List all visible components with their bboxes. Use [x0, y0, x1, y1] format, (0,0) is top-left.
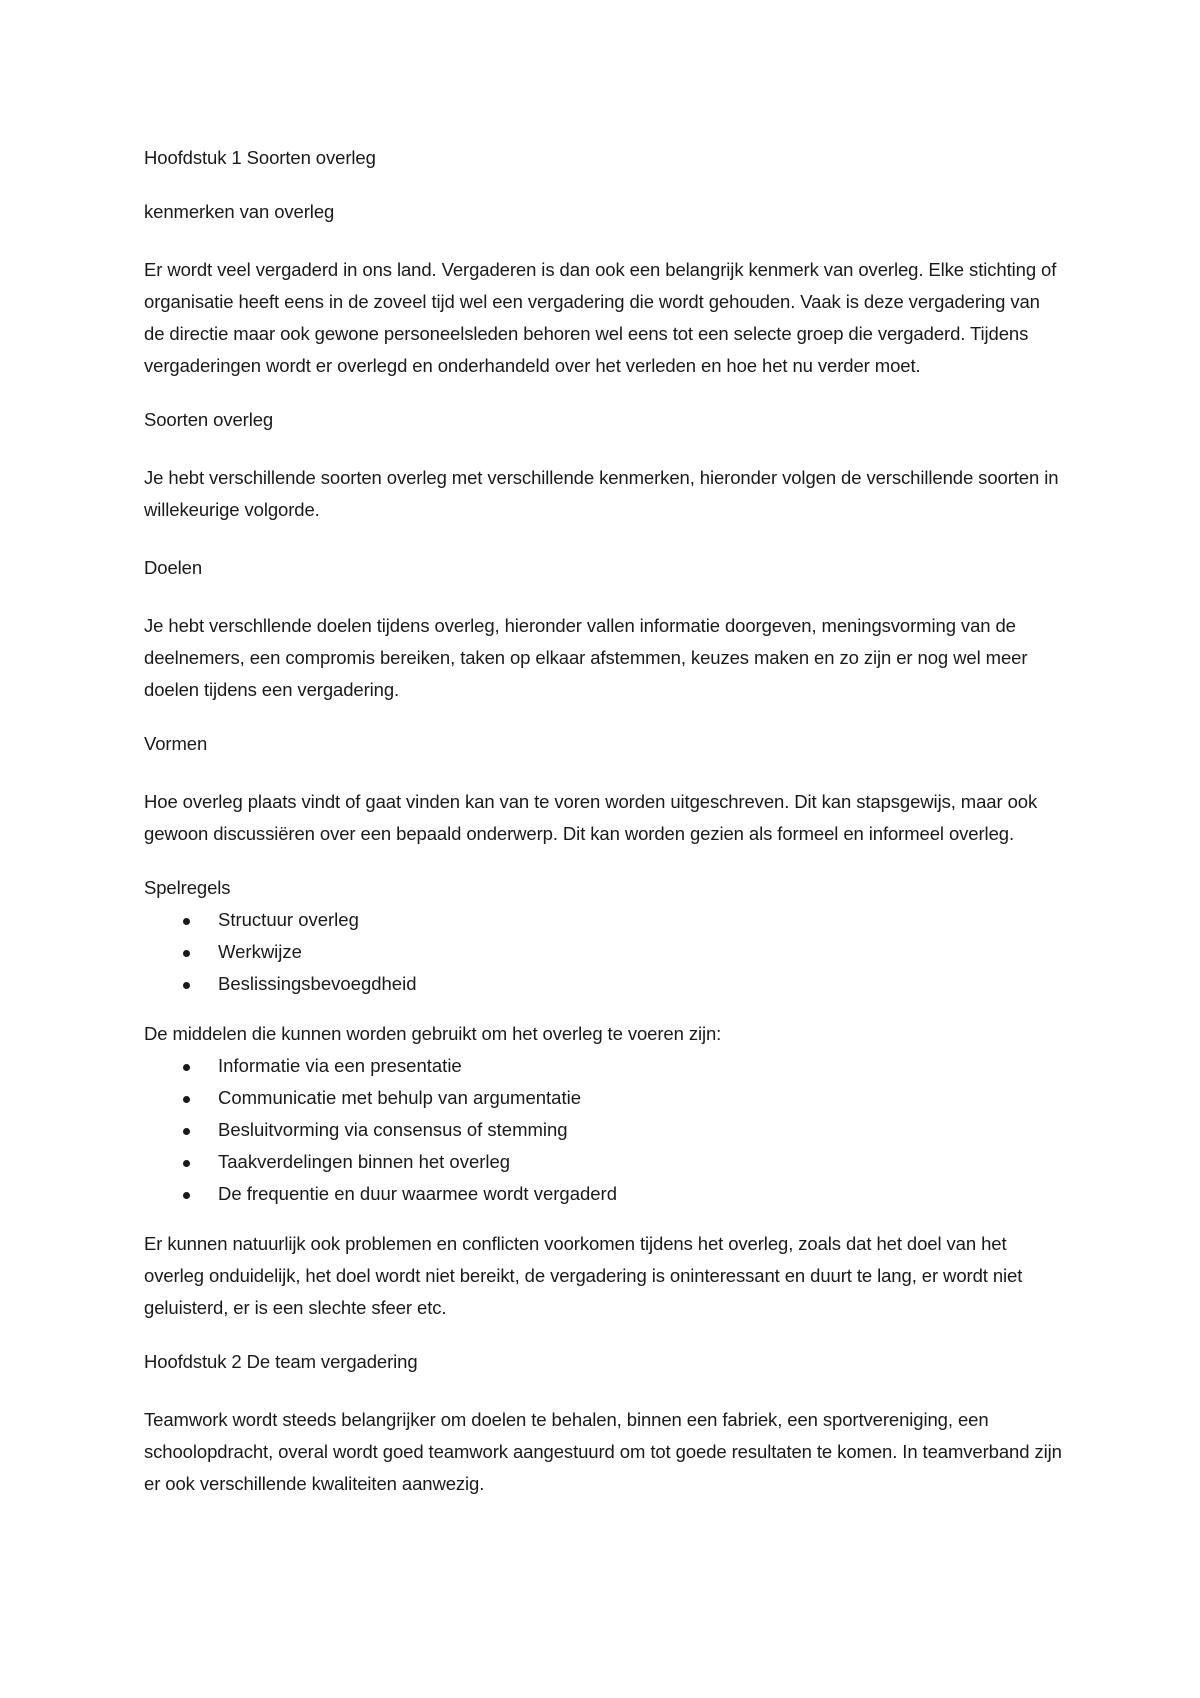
document-page — [144, 142, 1064, 1500]
list-item-text: Beslissingsbevoegdheid — [218, 973, 417, 994]
bullet-icon — [183, 1192, 190, 1199]
bullet-icon — [183, 1128, 190, 1135]
kenmerken-paragraph: Er wordt veel vergaderd in ons land. Vergaderen is dan ook een belangrijk kenmerk van overleg. Elke stichting of organisatie heeft eens in de zoveel tijd wel een vergadering die wordt gehouden. Vaak is deze vergadering van de directie maar ook gewone personeelsleden behoren wel eens tot een selecte groep die vergaderd. Tijdens vergaderingen wordt er overlegd en onderhandeld over het verleden en hoe het nu verder moet. — [144, 259, 1057, 376]
list-item — [144, 904, 1064, 936]
kenmerken-heading: kenmerken van overleg — [144, 201, 335, 222]
doelen-heading: Doelen — [144, 557, 203, 578]
list-item-text: Besluitvorming via consensus of stemming — [218, 1119, 568, 1140]
list-item — [144, 936, 1064, 968]
bullet-icon — [183, 1160, 190, 1167]
doelen-paragraph: Je hebt verschllende doelen tijdens overleg, hieronder vallen informatie doorgeven, meningsvorming van de deelnemers, een compromis bereiken, taken op elkaar afstemmen, keuzes maken en zo zijn er nog wel meer doelen tijdens een vergadering. — [144, 615, 1028, 700]
vormen-heading: Vormen — [144, 733, 208, 754]
list-item — [144, 1114, 1064, 1146]
bullet-icon — [183, 918, 190, 925]
list-item-text: Informatie via een presentatie — [218, 1055, 462, 1076]
teamwork-paragraph: Teamwork wordt steeds belangrijker om doelen te behalen, binnen een fabriek, een sportvereniging, een schoolopdracht, overal wordt goed teamwork aangestuurd om tot goede resultaten te komen. In teamverband zijn er ook verschillende kwaliteiten aanwezig. — [144, 1409, 1062, 1494]
chapter-2-heading: Hoofdstuk 2 De team vergadering — [144, 1351, 418, 1372]
bullet-icon — [183, 950, 190, 957]
bullet-icon — [183, 1096, 190, 1103]
list-item-text: Communicatie met behulp van argumentatie — [218, 1087, 581, 1108]
soorten-heading: Soorten overleg — [144, 409, 274, 430]
bullet-icon — [183, 982, 190, 989]
bullet-icon — [183, 1064, 190, 1071]
list-item-text: De frequentie en duur waarmee wordt vergaderd — [218, 1183, 618, 1204]
chapter-1-heading: Hoofdstuk 1 Soorten overleg — [144, 147, 376, 168]
vormen-paragraph: Hoe overleg plaats vindt of gaat vinden kan van te voren worden uitgeschreven. Dit kan stapsgewijs, maar ook gewoon discussiëren over een bepaald onderwerp. Dit kan worden gezien als formeel en informeel overleg. — [144, 791, 1038, 844]
middelen-paragraph: De middelen die kunnen worden gebruikt om het overleg te voeren zijn: — [144, 1023, 722, 1044]
list-item — [144, 968, 1064, 1000]
list-item — [144, 1146, 1064, 1178]
middelen-list — [144, 1050, 1064, 1210]
list-item — [144, 1082, 1064, 1114]
soorten-paragraph: Je hebt verschillende soorten overleg met verschillende kenmerken, hieronder volgen de verschillende soorten in willekeurige volgorde. — [144, 467, 1059, 520]
list-item — [144, 1178, 1064, 1210]
spelregels-heading: Spelregels — [144, 877, 231, 898]
list-item-text: Taakverdelingen binnen het overleg — [218, 1151, 511, 1172]
list-item-text: Structuur overleg — [218, 909, 359, 930]
list-item — [144, 1050, 1064, 1082]
spelregels-list — [144, 904, 1064, 1000]
list-item-text: Werkwijze — [218, 941, 302, 962]
problemen-paragraph: Er kunnen natuurlijk ook problemen en conflicten voorkomen tijdens het overleg, zoals dat het doel van het overleg onduidelijk, het doel wordt niet bereikt, de vergadering is oninteressant en duurt te lang, er wordt niet geluisterd, er is een slechte sfeer etc. — [144, 1233, 1023, 1318]
